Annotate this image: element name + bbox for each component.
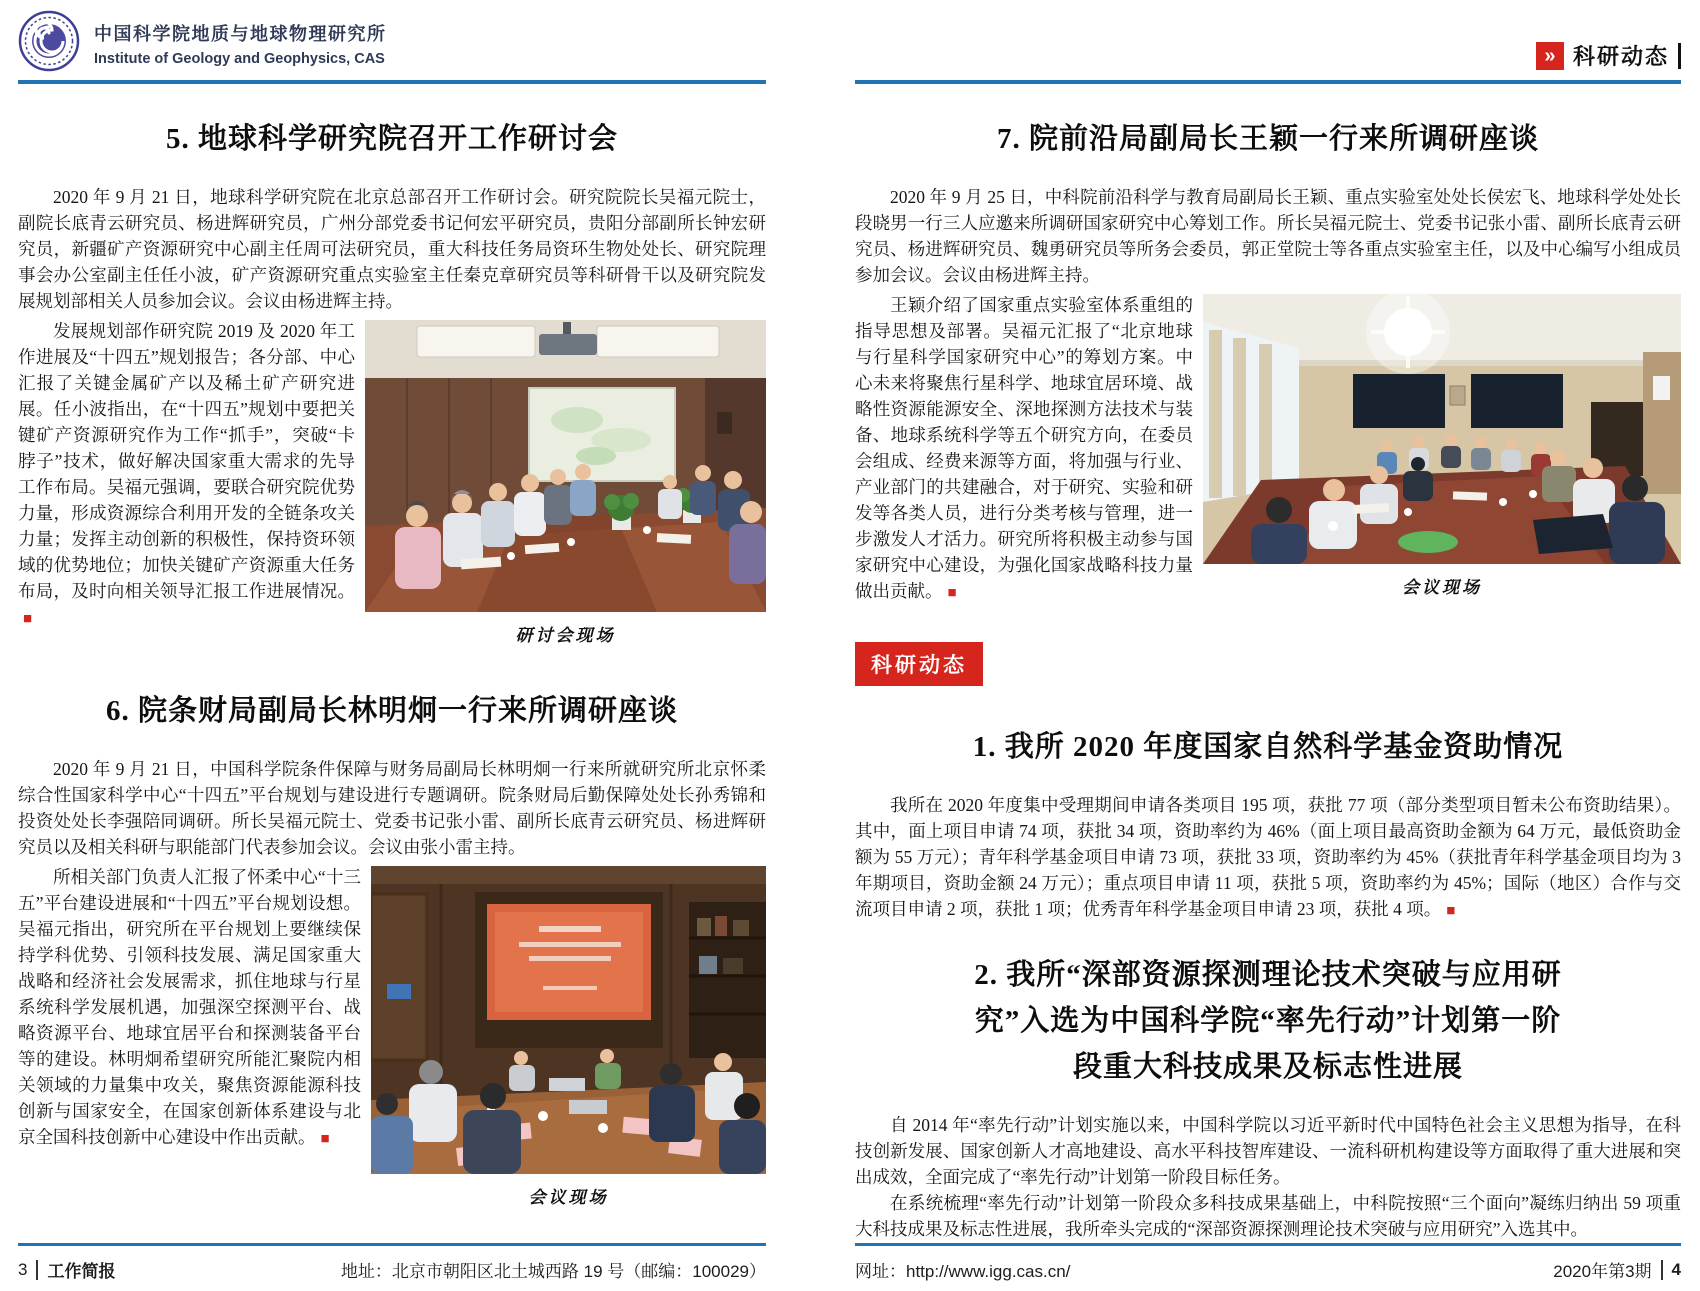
- meeting-photo-1: [365, 320, 766, 646]
- right-page-footer: [855, 1243, 1681, 1282]
- photo-1-illustration: [365, 320, 766, 612]
- right-page: [855, 10, 1681, 1282]
- photo-3-illustration: [1203, 294, 1681, 564]
- section-7-paragraph-2-text: 王颖介绍了国家重点实验室体系重组的指导思想及部署。吴福元汇报了“北京地球与行星科学国家研究中心”的筹划方案。中心未来将聚焦行星科学、地球宜居环境、战略性资源能源安全、深地探测方法技术与装备、地球系统科学等五个研究方向，在委员会组成、经费来源等方面，将加强与行业、产业部门的共建融合，对于研究、实验和研发等各类人员，进行分类考核与管理，进一步激发人才活力。研究所将积极主动参与国家研究中心建设，为强化国家战略科技力量做出贡献。: [855, 295, 1193, 601]
- footer-page-number: 3: [18, 1259, 28, 1279]
- meeting-photo-3: [1203, 294, 1681, 598]
- footer-address-text: 地址：北京市朝阳区北土城西路 19 号（邮编：100029）: [340, 1262, 766, 1281]
- news-2-paragraph-2: 在系统梳理“率先行动”计划第一阶段众多科技成果基础上，中科院按照“三个面向”凝练归纳出 59 项重大科技成果及标志性进展，我所牵头完成的“深部资源探测理论技术突破与应用研究”入选其中。: [855, 1193, 1681, 1239]
- footer-publication-label: 工作简报: [47, 1262, 116, 1281]
- footer-divider: [1661, 1260, 1663, 1280]
- footer-url: [855, 1257, 1070, 1282]
- footer-issue-text: 2020年第3期: [1553, 1262, 1652, 1281]
- end-of-article-marker: ■: [320, 1131, 330, 1147]
- news-2-title-line-2: 究”入选为中国科学院“率先行动”计划第一阶: [974, 1005, 1562, 1037]
- institute-name-en: Institute of Geology and Geophysics, CAS: [94, 51, 385, 67]
- news-1-paragraph: [855, 792, 1681, 924]
- footer-address: [341, 1257, 766, 1282]
- end-of-article-marker: ■: [947, 585, 957, 601]
- section-7-title: 7. 院前沿局副局长王颖一行来所调研座谈: [996, 123, 1539, 155]
- research-news-badge: 科研动态: [855, 642, 983, 686]
- section-7-paragraph-1: 2020 年 9 月 25 日，中科院前沿科学与教育局副局长王颖、重点实验室处处长侯宏飞、地球科学处处长段晓男一行三人应邀来所调研国家研究中心筹划工作。所长吴福元院士、党委书记张小雷、副所长底青云研究员、杨进辉研究员、魏勇研究员等所务会委员，郭正堂院士等各重点实验室主任，以及中心编写小组成员参加会议。会议由杨进辉主持。: [855, 187, 1681, 285]
- photo-2-illustration: [371, 866, 766, 1174]
- left-page-footer: [18, 1243, 766, 1282]
- news-2-paragraph-1: 自 2014 年“率先行动”计划实施以来，中国科学院以习近平新时代中国特色社会主义思想为指导，在科技创新发展、国家创新人才高地建设、高水平科技智库建设、一流科研机构建设等方面取得了重大进展和突出成效，全面完成了“率先行动”计划第一阶段目标任务。: [855, 1115, 1681, 1187]
- section-6-title: 6. 院条财局副局长林明炯一行来所调研座谈: [105, 695, 678, 727]
- section-6-paragraph-2-text: 所相关部门负责人汇报了怀柔中心“十三五”平台建设进展和“十四五”平台规划设想。吴福元指出，研究所在平台规划上要继续保持学科优势、引领科技发展、满足国家重大战略和经济社会发展需求，抓住地球与行星系统科学发展机遇，加强深空探测平台、战略资源平台、地球宜居平台和探测装备平台等的建设。林明炯希望研究所能汇聚院内相关领域的力量集中攻关，聚焦资源能源科技创新与国家安全，在国家创新体系建设与北京全国科技创新中心建设中作出贡献。: [18, 867, 361, 1147]
- section-6-media-row: [18, 864, 766, 1212]
- chevron-right-icon: »: [1536, 42, 1564, 70]
- left-page: [18, 10, 766, 1282]
- end-of-article-marker: ■: [23, 611, 33, 627]
- right-page-header: [855, 10, 1681, 84]
- badge-row: [855, 606, 1681, 686]
- section-6-paragraph-1: 2020 年 9 月 21 日，中国科学院条件保障与财务局副局长林明炯一行来所就研究所北京怀柔综合性国家科学中心“十四五”平台规划与建设进行专题调研。院条财局后勤保障处处长孙秀锦和投资处处长李强陪同调研。所长吴福元院士、党委书记张小雷、副所长底青云研究员、杨进辉研究员以及相关科研与职能部门代表参加会议。会议由张小雷主持。: [18, 759, 766, 857]
- news-2-title: [855, 952, 1681, 1090]
- end-of-article-marker: ■: [1446, 903, 1456, 919]
- left-page-header: [18, 10, 766, 84]
- institute-name: [94, 20, 387, 67]
- footer-page-number: 4: [1671, 1259, 1681, 1279]
- section-5-title: 5. 地球科学研究院召开工作研讨会: [165, 123, 618, 155]
- section-5-media-row: [18, 318, 766, 650]
- photo-3-caption: 会议现场: [1402, 578, 1482, 597]
- meeting-photo-2: [371, 866, 766, 1208]
- section-7-media-row: [855, 292, 1681, 606]
- news-1-paragraph-text: 我所在 2020 年度集中受理期间申请各类项目 195 项，获批 77 项（部分类型项目暂未公布资助结果）。其中，面上项目申请 74 项，获批 34 项，资助率约为 46%（面上项目最高资助金额为 64 万元，最低资助金额为 55 万元）；青年科学基金项目申请 73 项，获批 33 项，资助率约为 45%（获批青年科学基金项目均为 3 年期项目，资助金额 24 万元）；重点项目申请 11 项，获批 5 项，资助率约为 45%；国际（地区）合作与交流项目申请 2 项，获批 1 项；优秀青年科学基金项目申请 23 项，获批 4 项。: [855, 795, 1681, 919]
- photo-1-caption: 研讨会现场: [515, 626, 616, 645]
- footer-url-text: 网址：http://www.igg.cas.cn/: [855, 1262, 1071, 1281]
- footer-issue-info: [1553, 1257, 1681, 1282]
- section-5-paragraph-1: 2020 年 9 月 21 日，地球科学研究院在北京总部召开工作研讨会。研究院院长吴福元院士，副院长底青云研究员、杨进辉研究员，广州分部党委书记何宏平研究员，贵阳分部副所长钟宏研究员，新疆矿产资源研究中心副主任周可法研究员，重大科技任务局资环生物处处长、研究院理事会办公室副主任任小波，矿产资源研究重点实验室主任秦克章研究员等科研骨干以及研究院发展规划部相关人员参加会议。会议由杨进辉主持。: [18, 187, 766, 311]
- institute-name-cn: 中国科学院地质与地球物理研究所: [94, 24, 387, 44]
- footer-page-info: [18, 1257, 115, 1282]
- news-1-title: 1. 我所 2020 年度国家自然科学基金资助情况: [972, 731, 1564, 763]
- header-tab-bar: [1678, 43, 1681, 69]
- header-tab-label: 科研动态: [1572, 44, 1669, 69]
- section-5-paragraph-2-text: 发展规划部作研究院 2019 及 2020 年工作进展及“十四五”规划报告；各分部、中心汇报了关键金属矿产以及稀土矿产研究进展。任小波指出，在“十四五”规划中要把关键矿产资源研究作为工作“抓手”，突破“卡脖子”技术，做好解决国家重大需求的先导工作布局。吴福元强调，要联合研究院优势力量，形成资源综合利用开发的全链条攻关力量；发挥主动创新的积极性，保持资环领域的优势地位；加快关键矿产资源重大任务布局，及时向相关领导汇报工作进展情况。: [18, 321, 355, 601]
- news-2-title-line-3: 段重大科技成果及标志性进展: [1072, 1051, 1463, 1083]
- footer-divider: [36, 1260, 38, 1280]
- header-section-tab: [1536, 40, 1681, 71]
- cas-igg-logo-icon: [18, 10, 80, 72]
- news-2-title-line-1: 2. 我所“深部资源探测理论技术突破与应用研: [974, 959, 1562, 991]
- photo-2-caption: 会议现场: [528, 1188, 609, 1207]
